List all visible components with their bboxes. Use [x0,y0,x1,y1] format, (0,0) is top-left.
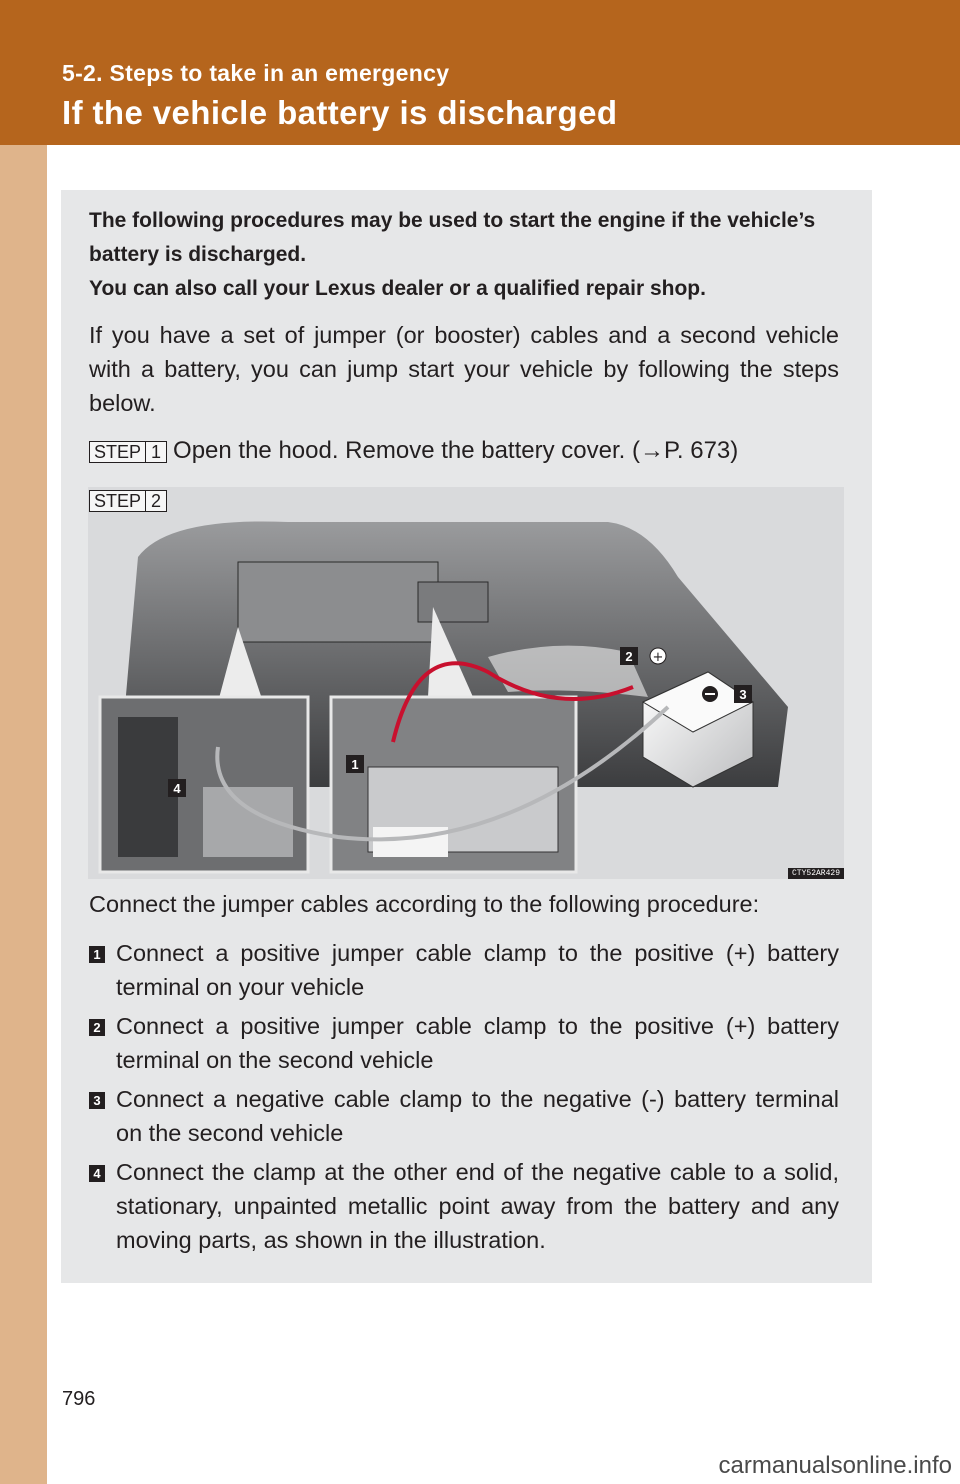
procedure-item-3 [89,1082,839,1150]
figure-code: CTY52AR429 [788,868,844,879]
procedure-number: 3 [89,1092,105,1109]
watermark: carmanualsonline.info [718,1452,952,1479]
engine-bay-drawing [88,487,844,879]
jump-start-paragraph: If you have a set of jumper (or booster) cables and a second vehicle with a battery, you can jump start your vehicle by following the steps below. [89,322,839,416]
connect-intro: Connect the jumper cables according to the following procedure: [89,891,760,917]
jump-start-illustration [88,487,844,879]
chapter-header [0,0,960,145]
step-1-badge: STEP 1 [89,441,167,463]
procedure-number: 1 [89,946,105,963]
procedure-item-1 [89,936,839,1004]
procedure-text: Connect a positive jumper cable clamp to the positive (+) battery terminal on the second vehicle [116,1013,839,1073]
page-title: If the vehicle battery is discharged [62,94,618,131]
svg-text:2: 2 [625,649,633,664]
procedure-text: Connect a positive jumper cable clamp to the positive (+) battery terminal on your vehicle [116,940,839,1000]
step-1 [89,437,738,465]
procedure-number: 2 [89,1019,105,1036]
page-number: 796 [62,1388,96,1410]
intro-line-1: The following procedures may be used to start the engine if the vehicle’s battery is discharged. [89,209,816,266]
procedure-item-4 [89,1155,839,1257]
svg-text:1: 1 [351,757,359,772]
procedure-text: Connect the clamp at the other end of the negative cable to a solid, stationary, unpainted metallic point away from the battery and any moving parts, as shown in the illustration. [116,1159,839,1253]
step-2-badge: STEP 2 [89,490,167,512]
callout-2 [620,647,638,665]
intro-block [89,204,839,306]
callout-3 [734,685,752,703]
svg-text:3: 3 [739,687,747,702]
svg-text:4: 4 [173,781,181,796]
callout-4 [168,779,186,797]
side-margin-band [0,145,47,1484]
step-1-text: Open the hood. Remove the battery cover. (→P. 673) [173,437,739,464]
procedure-item-2 [89,1009,839,1077]
svg-text:+: + [652,650,664,665]
negative-terminal-icon [702,686,718,702]
step-2 [89,490,167,512]
section-label: 5-2. Steps to take in an emergency [62,60,450,86]
procedure-text: Connect a negative cable clamp to the negative (-) battery terminal on the second vehicle [116,1086,839,1146]
callout-1 [346,755,364,773]
intro-line-2: You can also call your Lexus dealer or a qualified repair shop. [89,277,706,300]
procedure-number: 4 [89,1165,105,1182]
